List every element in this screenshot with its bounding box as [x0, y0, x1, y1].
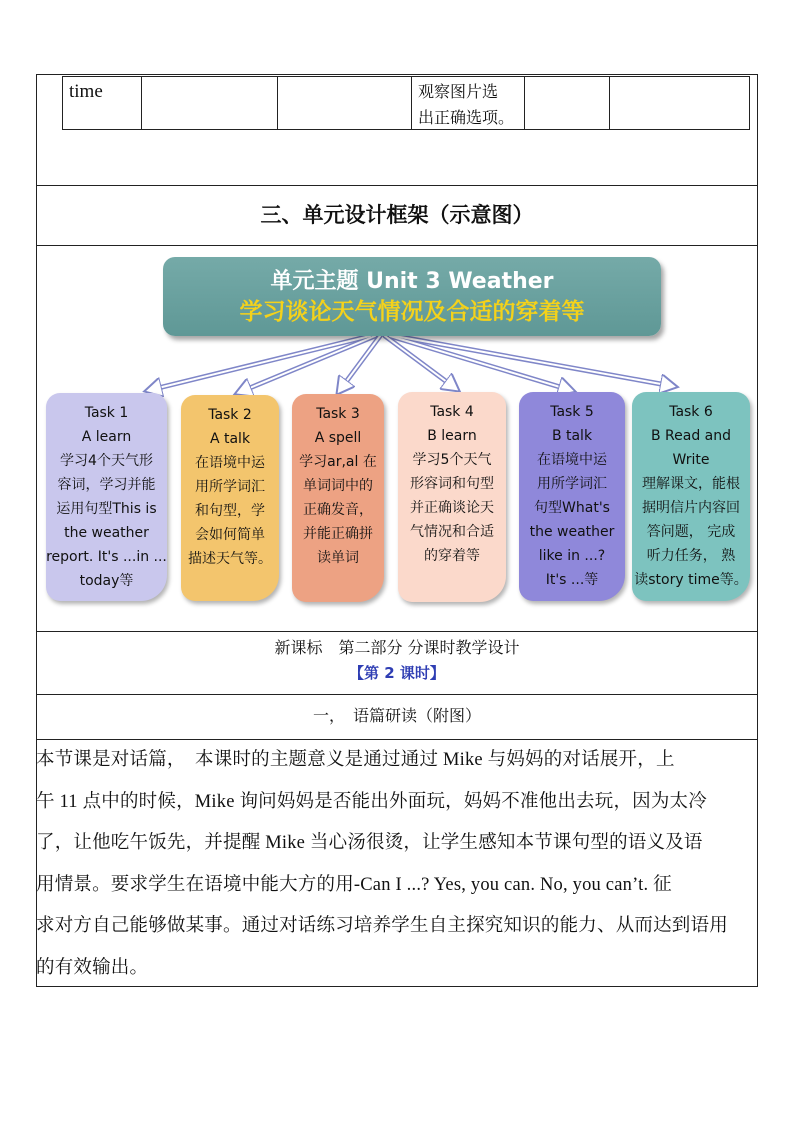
cell-observe: 观察图片选 出正确选项。 [418, 82, 515, 127]
task-title: Task 1 [84, 405, 129, 421]
task-body: B learn 学习5个天气 形容词和句型 并正确谈论天 气情况和合适 的穿着等 [410, 428, 494, 564]
task-body: A talk 在语境中运 用所学词汇 和句型，学 会如何简单 描述天气等。 [188, 431, 272, 567]
section-1-heading: 一， 语篇研读（附图） [312, 706, 481, 725]
task-card-2 [181, 395, 279, 601]
task-card-1 [46, 393, 167, 601]
task-title: Task 4 [430, 404, 474, 420]
task-card-6 [632, 392, 750, 601]
row-divider [36, 694, 758, 695]
text-analysis-paragraph: 本节课是对话篇， 本课时的主题意义是通过通过 Mike 与妈妈的对话展开，上 午 11 点中的时候，Mike 询问妈妈是否能出外面玩，妈妈不准他出去玩，因为太冷 了，让他吃午饭先，并提醒 Mike 当心汤很烫，让学生感知本节课句型的语义及语 用情景。要求学生在语境中能大方的用-Can I ...? Yes, you can. No, you can’t. 征 求对方自己能够做某事。通过对话练习培养学生自主探究知识的能力、从而达到语用 的有效输出。 [36, 750, 728, 978]
cell-time: time [69, 81, 103, 102]
lesson-number: 【第 2 课时】 [349, 664, 445, 682]
unit-theme-banner [163, 257, 661, 336]
task-title: Task 2 [208, 407, 252, 423]
task-body: A learn 学习4个天气形 容词，学习并能 运用句型This is the weather report. It's ...in ... today等 [46, 429, 167, 589]
task-card-4 [398, 392, 506, 602]
part-2-heading: 新课标 第二部分 分课时教学设计 [274, 638, 520, 657]
task-body: B talk 在语境中运 用所学词汇 句型What's the weather like in ...? It's ...等 [529, 428, 615, 588]
task-card-5 [519, 392, 625, 601]
section-3-heading: 三、单元设计框架（示意图） [260, 203, 534, 227]
banner-subtitle: 学习谈论天气情况及合适的穿着等 [239, 299, 585, 325]
task-title: Task 5 [550, 404, 594, 420]
banner-title: 单元主题 Unit 3 Weather [270, 269, 554, 294]
task-body: A spell 学习ar,al 在 单词词中的 正确发音， 并能正确拼 读单词 [299, 430, 377, 566]
task-title: Task 6 [669, 404, 713, 420]
task-card-3 [292, 394, 384, 602]
task-title: Task 3 [316, 406, 360, 422]
task-body: B Read and Write 理解课文，能根 据明信片内容回 答问题， 完成 听力任务， 熟 读story time等。 [634, 428, 748, 588]
